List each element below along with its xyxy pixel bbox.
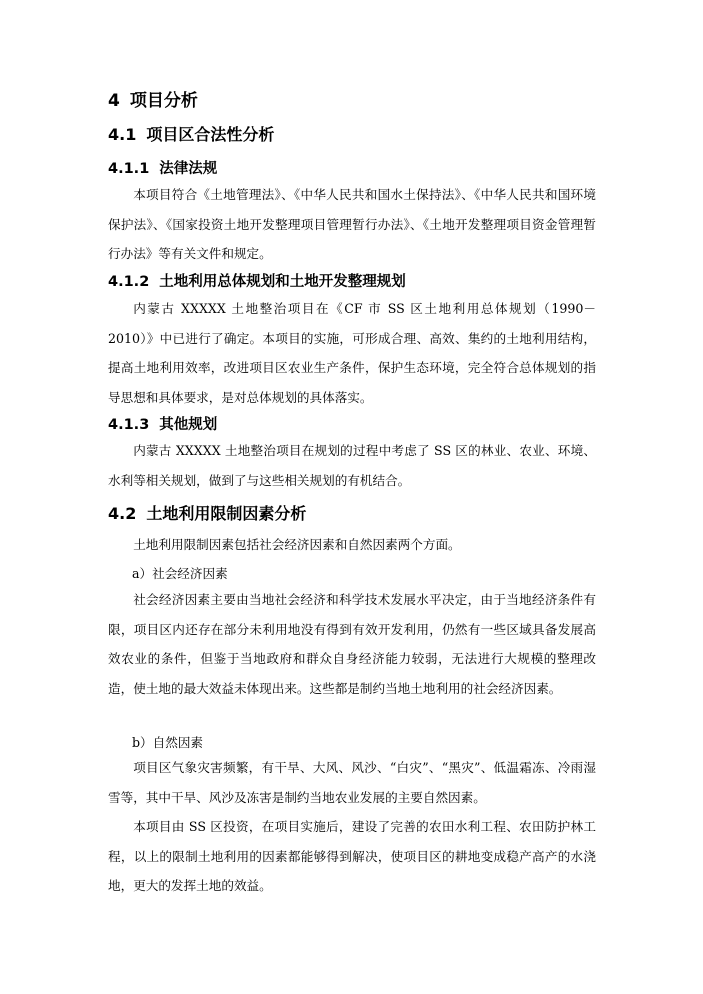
paragraph-constraints-intro: 土地利用限制因素包括社会经济因素和自然因素两个方面。	[133, 537, 461, 552]
subsection-number: 4.1.2	[108, 274, 150, 290]
paragraph-other-planning: 内蒙古 XXXXX 土地整治项目在规划的过程中考虑了 SS 区的林业、农业、环境、水利等相关规划，做到了与这些相关规划的有机结合。	[108, 443, 596, 488]
paragraph-conclusion: 本项目由 SS 区投资，在项目实施后，建设了完善的农田水利工程、农田防护林工程，以上的限制土地利用的因素都能够得到解决，使项目区的耕地变成稳产高产的水浇地，更大的发挥土地的效益。	[108, 819, 596, 893]
subsection-title: 土地利用总体规划和土地开发整理规划	[159, 274, 406, 290]
paragraph-land-use-planning: 内蒙古 XXXXX 土地整治项目在《CF 市 SS 区土地利用总体规划（1990－2010）》中已进行了确定。本项目的实施，可形成合理、高效、集约的土地利用结构，提高土地利用效率，改进项目区农业生产条件，保护生态环境，完全符合总体规划的指导思想和具体要求，是对总体规划的具体落实。	[108, 301, 596, 405]
chapter-title: 项目分析	[129, 91, 198, 111]
subsection-number: 4.1.3	[108, 417, 150, 433]
subsection-heading-4-1-1	[108, 159, 596, 179]
subsection-number: 4.1.1	[108, 161, 150, 177]
section-heading-4-1	[108, 124, 596, 146]
section-title: 项目区合法性分析	[146, 125, 275, 144]
subsection-title: 法律法规	[159, 161, 218, 177]
list-item-b-label: b）自然因素	[132, 735, 204, 750]
paragraph-laws: 本项目符合《土地管理法》、《中华人民共和国水土保持法》、《中华人民共和国环境保护法》、《国家投资土地开发整理项目管理暂行办法》、《土地开发整理项目资金管理暂行办法》等有关文件和规定。	[108, 187, 596, 261]
section-heading-4-2	[108, 503, 596, 525]
chapter-heading	[108, 90, 596, 112]
chapter-number: 4	[108, 91, 120, 111]
paragraph-natural-factors: 项目区气象灾害频繁，有干旱、大风、风沙、“白灾”、“黑灾”、低温霜冻、冷雨湿雪等，其中干旱、风沙及冻害是制约当地农业发展的主要自然因素。	[108, 760, 596, 805]
section-number: 4.1	[108, 125, 137, 144]
subsection-heading-4-1-2	[108, 272, 596, 292]
paragraph-socioeconomic-factors: 社会经济因素主要由当地社会经济和科学技术发展水平决定，由于当地经济条件有限，项目区内还存在部分未利用地没有得到有效开发利用，仍然有一些区域具备发展高效农业的条件，但鉴于当地政府和群众自身经济能力较弱，无法进行大规模的整理改造，使土地的最大效益未体现出来。这些都是制约当地土地利用的社会经济因素。	[108, 592, 596, 696]
section-title: 土地利用限制因素分析	[146, 504, 307, 523]
list-item-a-label: a）社会经济因素	[132, 566, 228, 581]
subsection-heading-4-1-3	[108, 415, 596, 435]
subsection-title: 其他规划	[159, 417, 218, 433]
section-number: 4.2	[108, 504, 137, 523]
